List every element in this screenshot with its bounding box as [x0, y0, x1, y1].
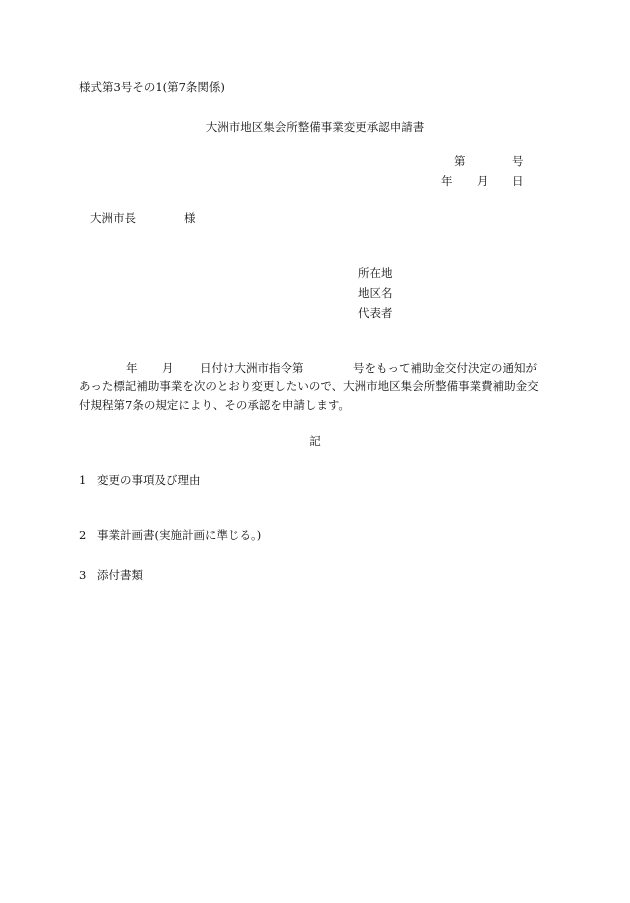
form-label: 様式第3号その1(第7条関係)	[79, 80, 225, 94]
date-year: 年	[441, 174, 453, 188]
body-month: 月	[162, 361, 174, 375]
item-text: 変更の事項及び理由	[97, 473, 201, 487]
body-line1-mid: 日付け大洲市指令第	[200, 361, 304, 375]
addressee-honorific: 様	[184, 211, 196, 225]
list-item	[79, 530, 261, 542]
item-text: 事業計画書(実施計画に準じる。)	[97, 528, 262, 542]
body-line3: 付規程第7条の規定により、その承認を申請します。	[79, 398, 350, 412]
date-month: 月	[477, 174, 489, 188]
ki-heading: 記	[309, 434, 321, 448]
item-text: 添付書類	[97, 568, 143, 582]
list-item	[79, 570, 143, 582]
applicant-representative-label: 代表者	[358, 306, 393, 320]
item-number: 3	[79, 568, 87, 582]
item-number: 1	[79, 473, 87, 487]
addressee-name: 大洲市長	[90, 211, 136, 225]
item-number: 2	[79, 528, 87, 542]
page-title: 大洲市地区集会所整備事業変更承認申請書	[205, 120, 425, 134]
doc-number-go: 号	[512, 154, 524, 168]
body-line1-end: 号をもって補助金交付決定の通知が	[353, 361, 537, 375]
doc-number-dai: 第	[454, 154, 466, 168]
applicant-district-label: 地区名	[358, 286, 393, 300]
date-day: 日	[512, 174, 524, 188]
list-item	[79, 475, 201, 487]
body-year: 年	[126, 361, 138, 375]
body-line2: あった標記補助事業を次のとおり変更したいので、大洲市地区集会所整備事業費補助金交	[79, 379, 539, 393]
applicant-address-label: 所在地	[358, 266, 393, 280]
